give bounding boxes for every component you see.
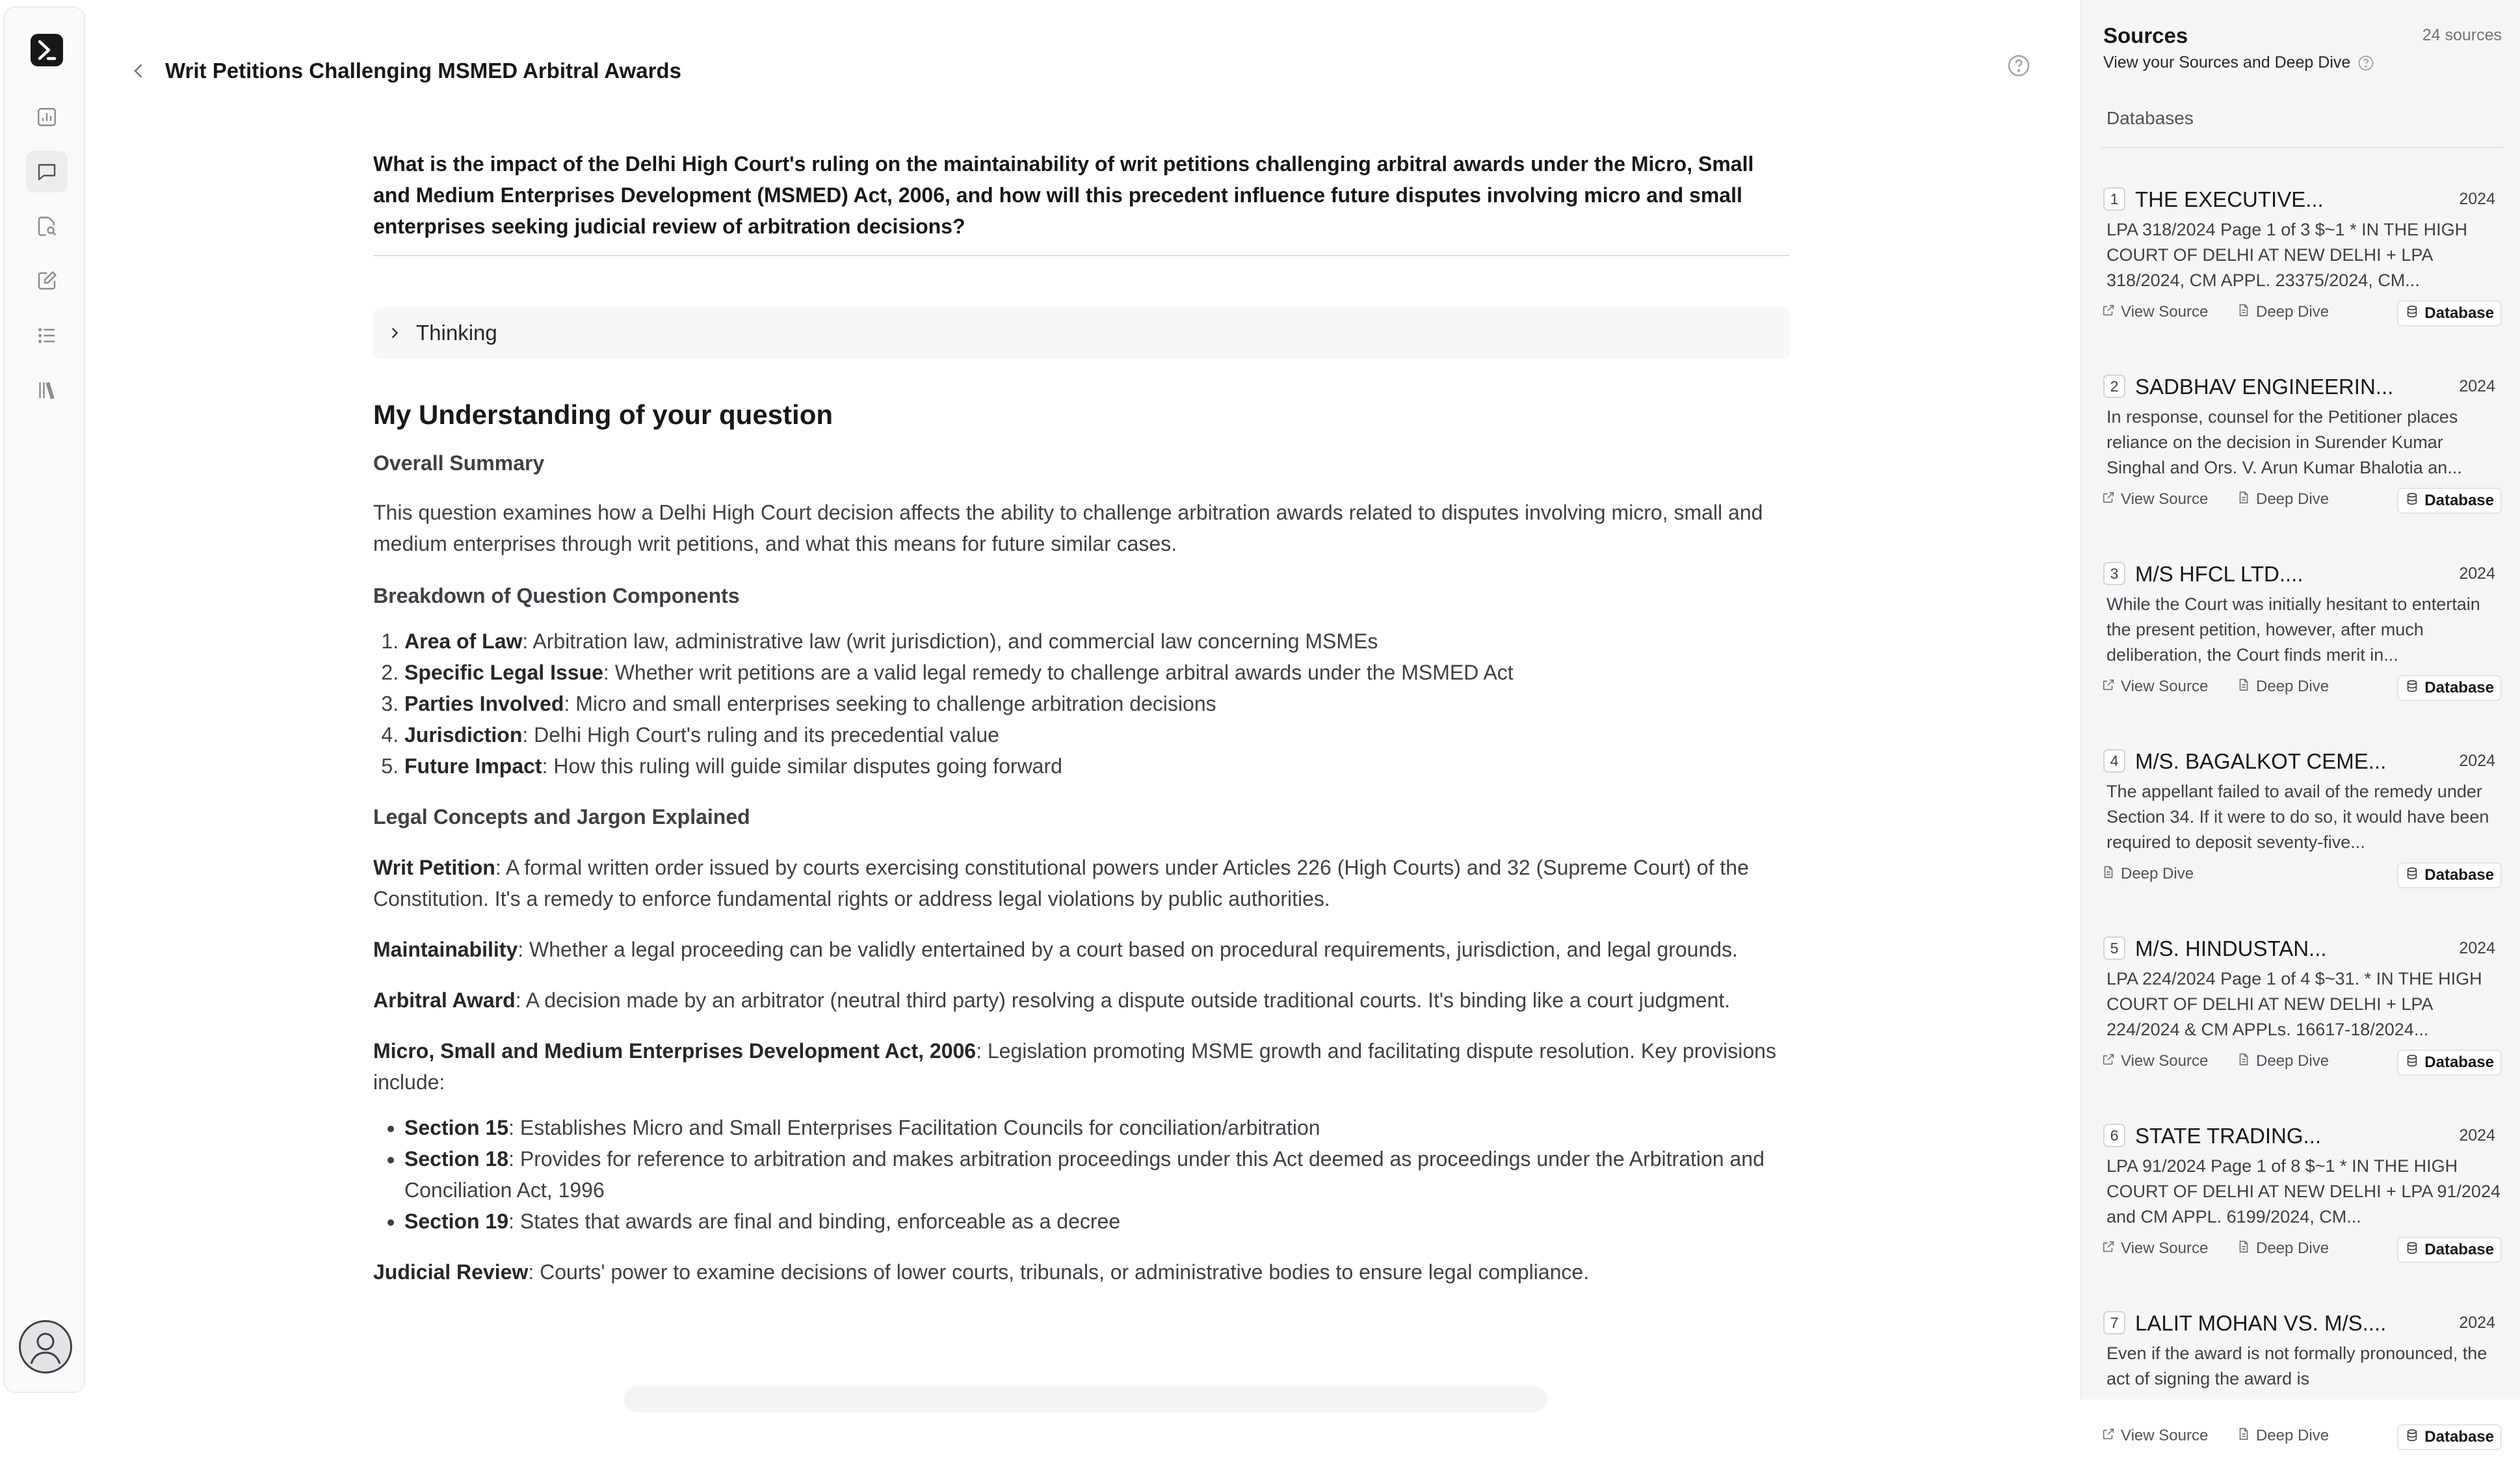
source-actions xyxy=(2101,1424,2504,1448)
source-year: 2024 xyxy=(2459,564,2495,583)
concept-text: : Courts' power to examine decisions of lower courts, tribunals, or administrative bodies to ensure legal compliance. xyxy=(528,1260,1590,1284)
source-number: 1 xyxy=(2103,187,2125,211)
source-year: 2024 xyxy=(2459,377,2495,395)
database-badge[interactable] xyxy=(2397,675,2502,701)
databases-label: Databases xyxy=(2107,108,2194,128)
source-snippet: While the Court was initially hesitant to entertain the present petition, however, after much deliberation, the Court finds merit in... xyxy=(2107,594,2480,665)
list-item-text: : States that awards are final and binding, enforceable as a decree xyxy=(508,1210,1121,1233)
document-icon xyxy=(2237,490,2251,509)
source-number: 4 xyxy=(2103,749,2125,773)
deep-dive-button[interactable] xyxy=(2101,862,2194,886)
view-source-button[interactable] xyxy=(2101,1237,2208,1260)
overall-summary-text: This question examines how a Delhi High Court decision affects the ability to challenge arbitration awards related to disputes involving micro, small and medium enterprises through writ petitions, and what this means for future similar cases. xyxy=(373,501,1763,555)
source-snippet: The appellant failed to avail of the remedy under Section 34. If it were to do so, it would have been required to deposit seventy-five... xyxy=(2107,782,2489,852)
database-label: Database xyxy=(2424,1053,2494,1071)
source-actions xyxy=(2101,1050,2504,1073)
view-source-button[interactable] xyxy=(2101,675,2208,698)
view-source-label: View Source xyxy=(2121,490,2209,508)
deep-dive-label: Deep Dive xyxy=(2256,1239,2330,1257)
breakdown-title: Breakdown of Question Components xyxy=(373,584,740,607)
list-item xyxy=(404,688,1791,719)
source-number: 7 xyxy=(2103,1311,2125,1334)
user-question: What is the impact of the Delhi High Court's ruling on the maintainability of writ petitions challenging arbitral awards under the Micro, Small and Medium Enterprises Development (MSMED) Act, 2006, and how will this precedent influence future disputes involving micro and small enterprises seeking judicial review of arbitration decisions? xyxy=(373,148,1789,256)
list-item-term: Parties Involved xyxy=(404,692,564,715)
source-card[interactable] xyxy=(2101,173,2504,360)
concept-term: Writ Petition xyxy=(373,856,495,879)
database-label: Database xyxy=(2424,304,2494,322)
list-icon[interactable] xyxy=(26,315,68,356)
list-item xyxy=(404,719,1791,750)
source-title[interactable]: THE EXECUTIVE... xyxy=(2135,187,2324,211)
document-icon xyxy=(2101,865,2116,884)
deep-dive-button[interactable] xyxy=(2237,488,2329,511)
left-rail xyxy=(3,7,85,1393)
database-label: Database xyxy=(2424,492,2494,509)
chevron-right-icon xyxy=(387,326,402,340)
database-badge[interactable] xyxy=(2397,1237,2502,1263)
document-icon xyxy=(2237,678,2251,696)
source-actions xyxy=(2101,862,2504,886)
concept-paragraph xyxy=(373,934,1791,965)
sources-subtitle-text: View your Sources and Deep Dive xyxy=(2103,53,2351,72)
source-year: 2024 xyxy=(2459,752,2495,770)
list-item-term: Area of Law xyxy=(404,629,523,653)
library-icon[interactable] xyxy=(26,369,68,411)
database-label: Database xyxy=(2424,866,2494,884)
view-source-button[interactable] xyxy=(2101,300,2208,324)
list-item-term: Section 18 xyxy=(404,1147,509,1171)
source-actions xyxy=(2101,675,2504,698)
database-icon xyxy=(2405,492,2419,510)
source-card[interactable] xyxy=(2101,1297,2504,1484)
source-card[interactable] xyxy=(2101,548,2504,735)
database-icon xyxy=(2405,679,2419,698)
chat-icon[interactable] xyxy=(26,151,68,192)
document-icon xyxy=(2237,1427,2251,1446)
list-item-text: : Micro and small enterprises seeking to challenge arbitration decisions xyxy=(564,692,1216,715)
concept-paragraph xyxy=(373,1256,1791,1288)
database-badge[interactable] xyxy=(2397,862,2502,888)
edit-icon[interactable] xyxy=(26,260,68,302)
external-link-icon xyxy=(2101,678,2116,696)
database-label: Database xyxy=(2424,679,2494,696)
help-icon[interactable] xyxy=(2357,54,2375,72)
document-icon xyxy=(2237,1239,2251,1258)
source-year: 2024 xyxy=(2459,939,2495,957)
answer-heading: My Understanding of your question xyxy=(373,399,833,430)
document-icon xyxy=(2237,303,2251,322)
document-search-icon[interactable] xyxy=(26,205,68,247)
source-year: 2024 xyxy=(2459,190,2495,208)
view-source-button[interactable] xyxy=(2101,1424,2208,1448)
source-snippet: In response, counsel for the Petitioner places reliance on the decision in Surender Kumar Singhal and Ors. V. Arun Kumar Bhalotia an... xyxy=(2107,407,2462,477)
concept-paragraph xyxy=(373,852,1791,914)
page-title: Writ Petitions Challenging MSMED Arbitral Awards xyxy=(165,59,681,83)
source-title[interactable]: M/S. HINDUSTAN... xyxy=(2135,936,2327,961)
concept-paragraph xyxy=(373,985,1791,1016)
sources-count: 24 sources xyxy=(2422,26,2502,44)
list-item xyxy=(404,626,1791,657)
dashboard-icon[interactable] xyxy=(26,96,68,138)
source-title[interactable]: SADBHAV ENGINEERIN... xyxy=(2135,375,2394,399)
source-title[interactable]: M/S HFCL LTD.... xyxy=(2135,562,2303,586)
source-actions xyxy=(2101,300,2504,324)
source-card[interactable] xyxy=(2101,360,2504,548)
database-badge[interactable] xyxy=(2397,488,2502,514)
deep-dive-button[interactable] xyxy=(2237,1424,2329,1448)
database-label: Database xyxy=(2424,1428,2494,1446)
user-avatar[interactable] xyxy=(19,1320,72,1373)
sources-title: Sources xyxy=(2103,23,2188,47)
external-link-icon xyxy=(2101,1427,2116,1446)
concept-text: : Whether a legal proceeding can be validly entertained by a court based on procedural requirements, jurisdiction, and legal grounds. xyxy=(518,938,1738,961)
concept-term: Judicial Review xyxy=(373,1260,529,1284)
thinking-label: Thinking xyxy=(416,321,497,345)
external-link-icon xyxy=(2101,303,2116,322)
deep-dive-button[interactable] xyxy=(2237,300,2329,324)
view-source-button[interactable] xyxy=(2101,488,2208,511)
deep-dive-label: Deep Dive xyxy=(2256,1052,2330,1070)
overall-summary-title: Overall Summary xyxy=(373,451,545,475)
database-badge[interactable] xyxy=(2397,300,2502,326)
source-title[interactable]: LALIT MOHAN VS. M/S.... xyxy=(2135,1311,2387,1335)
concepts-title: Legal Concepts and Jargon Explained xyxy=(373,805,750,828)
scroll-indicator[interactable] xyxy=(624,1386,1547,1412)
view-source-label: View Source xyxy=(2121,1052,2209,1070)
deep-dive-label: Deep Dive xyxy=(2256,303,2330,321)
list-item-text: : How this ruling will guide similar disputes going forward xyxy=(542,754,1062,778)
list-item xyxy=(404,1206,1791,1237)
list-item-text: : Establishes Micro and Small Enterprises Facilitation Councils for conciliation/arbitration xyxy=(508,1116,1320,1139)
view-source-label: View Source xyxy=(2121,1239,2209,1257)
thinking-toggle[interactable] xyxy=(373,307,1791,359)
source-card[interactable] xyxy=(2101,735,2504,922)
view-source-label: View Source xyxy=(2121,1427,2209,1444)
sections-list xyxy=(373,1112,1791,1237)
concept-text: : A decision made by an arbitrator (neutral third party) resolving a dispute outside traditional courts. It's binding like a court judgment. xyxy=(515,988,1731,1012)
list-item-text: : Delhi High Court's ruling and its precedential value xyxy=(522,723,999,747)
external-link-icon xyxy=(2101,1052,2116,1071)
sources-panel xyxy=(2080,0,2520,1446)
breakdown-list xyxy=(373,626,1791,782)
list-item-term: Specific Legal Issue xyxy=(404,661,603,684)
database-icon xyxy=(2405,1241,2419,1260)
source-snippet: LPA 224/2024 Page 1 of 4 $~31. * IN THE HIGH COURT OF DELHI AT NEW DELHI + LPA 224/2024 & CM APPLs. 16617-18/2024... xyxy=(2107,969,2482,1039)
source-title[interactable]: STATE TRADING... xyxy=(2135,1124,2322,1148)
list-item-term: Section 15 xyxy=(404,1116,509,1139)
back-button[interactable] xyxy=(124,56,153,86)
deep-dive-label: Deep Dive xyxy=(2256,490,2330,508)
list-item xyxy=(404,1143,1791,1206)
source-actions xyxy=(2101,488,2504,511)
help-icon[interactable] xyxy=(2002,49,2035,82)
database-label: Database xyxy=(2424,1241,2494,1258)
list-item xyxy=(404,657,1791,688)
list-item-text: : Whether writ petitions are a valid legal remedy to challenge arbitral awards under the MSMED Act xyxy=(603,661,1514,684)
database-badge[interactable] xyxy=(2397,1050,2502,1076)
source-year: 2024 xyxy=(2459,1314,2495,1332)
list-item xyxy=(404,1112,1791,1143)
list-item-text: : Arbitration law, administrative law (writ jurisdiction), and commercial law concerning MSMEs xyxy=(522,629,1378,653)
concept-term: Micro, Small and Medium Enterprises Development Act, 2006 xyxy=(373,1039,977,1063)
deep-dive-label: Deep Dive xyxy=(2256,1427,2330,1444)
deep-dive-button[interactable] xyxy=(2237,1050,2329,1073)
source-snippet: LPA 318/2024 Page 1 of 3 $~1 * IN THE HIGH COURT OF DELHI AT NEW DELHI + LPA 318/2024, CM APPL. 23375/2024, CM... xyxy=(2107,220,2468,290)
deep-dive-label: Deep Dive xyxy=(2256,678,2330,695)
document-icon xyxy=(2237,1052,2251,1071)
list-item-term: Section 19 xyxy=(404,1210,509,1233)
database-badge[interactable] xyxy=(2397,1424,2502,1450)
source-actions xyxy=(2101,1237,2504,1260)
source-number: 2 xyxy=(2103,375,2125,398)
list-item-term: Future Impact xyxy=(404,754,542,778)
concept-text: : Legislation promoting MSME growth and facilitating dispute resolution. Key provisions include: xyxy=(373,1039,1776,1094)
deep-dive-label: Deep Dive xyxy=(2121,865,2194,882)
concept-text: : A formal written order issued by courts exercising constitutional powers under Articles 226 (High Courts) and 32 (Supreme Court) of the Constitution. It's a remedy to enforce fundamental rights or address legal violations by public authorities. xyxy=(373,856,1749,910)
source-number: 6 xyxy=(2103,1124,2125,1147)
concept-paragraph xyxy=(373,1035,1791,1098)
view-source-label: View Source xyxy=(2121,303,2209,321)
concept-term: Arbitral Award xyxy=(373,988,516,1012)
deep-dive-button[interactable] xyxy=(2237,1237,2329,1260)
app-logo-icon[interactable] xyxy=(31,34,63,66)
database-icon xyxy=(2405,866,2419,885)
database-icon xyxy=(2405,304,2419,323)
list-item xyxy=(404,750,1791,782)
concept-term: Maintainability xyxy=(373,938,518,961)
view-source-label: View Source xyxy=(2121,678,2209,695)
source-year: 2024 xyxy=(2459,1126,2495,1145)
view-source-button[interactable] xyxy=(2101,1050,2208,1073)
answer-content xyxy=(373,148,1791,1399)
source-number: 5 xyxy=(2103,936,2125,960)
source-title[interactable]: M/S. BAGALKOT CEME... xyxy=(2135,749,2387,773)
source-number: 3 xyxy=(2103,562,2125,585)
source-card[interactable] xyxy=(2101,922,2504,1109)
database-icon xyxy=(2405,1053,2419,1072)
deep-dive-button[interactable] xyxy=(2237,675,2329,698)
sources-subtitle xyxy=(2103,53,2375,72)
divider xyxy=(2101,147,2504,148)
list-item-text: : Provides for reference to arbitration and makes arbitration proceedings under this Act deemed as proceedings under the Arbitration and Conciliation Act, 1996 xyxy=(404,1147,1765,1202)
source-card[interactable] xyxy=(2101,1109,2504,1297)
list-item-term: Jurisdiction xyxy=(404,723,523,747)
database-icon xyxy=(2405,1428,2419,1447)
source-snippet: Even if the award is not formally pronounced, the act of signing the award is xyxy=(2107,1344,2487,1388)
source-snippet: LPA 91/2024 Page 1 of 8 $~1 * IN THE HIGH COURT OF DELHI AT NEW DELHI + LPA 91/2024 and CM APPL. 6199/2024, CM... xyxy=(2107,1156,2500,1226)
external-link-icon xyxy=(2101,490,2116,509)
external-link-icon xyxy=(2101,1239,2116,1258)
